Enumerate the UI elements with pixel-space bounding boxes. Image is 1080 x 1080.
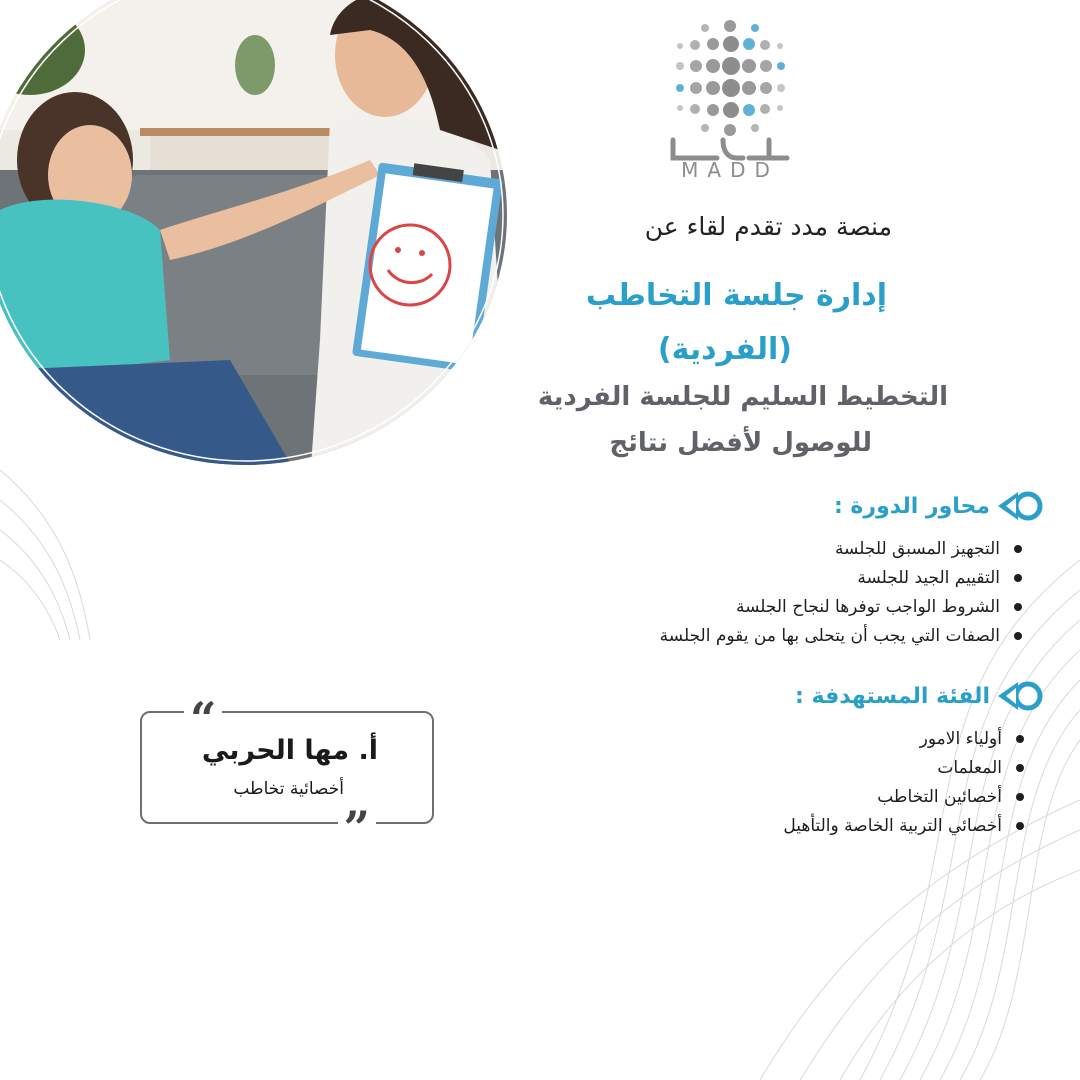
speaker-role: أخصائية تخاطب xyxy=(233,779,344,799)
bullet-icon xyxy=(1016,793,1024,801)
page-title-line2: (الفردية) xyxy=(657,332,792,367)
logo-wordmark: MADD xyxy=(681,158,779,182)
list-item-text: التجهيز المسبق للجلسة xyxy=(834,538,1000,559)
list-item-text: الصفات التي يجب أن يتحلى بها من يقوم الجلسة xyxy=(659,625,1000,646)
speaker-name: أ. مها الحربي xyxy=(201,735,378,766)
speaker-card xyxy=(140,699,434,838)
list-item xyxy=(526,563,1046,592)
bullet-icon xyxy=(1016,822,1024,830)
subtitle-line1: التخطيط السليم للجلسة الفردية xyxy=(537,382,948,412)
list-item xyxy=(526,724,1046,753)
list-item-text: المعلمات xyxy=(937,757,1002,778)
course-topics-title: محاور الدورة : xyxy=(833,493,990,519)
bullet-icon xyxy=(1014,603,1022,611)
target-audience-title: الفئة المستهدفة : xyxy=(795,683,990,709)
play-circle-icon xyxy=(994,672,1046,720)
list-item-text: الشروط الواجب توفرها لنجاح الجلسة xyxy=(736,596,1000,617)
list-item xyxy=(526,592,1046,621)
list-item-text: أخصائي التربية الخاصة والتأهيل xyxy=(783,815,1002,836)
target-audience-header xyxy=(526,672,1046,720)
course-topics-section xyxy=(526,482,1046,650)
course-topics-list xyxy=(526,534,1046,650)
bullet-icon xyxy=(1014,545,1022,553)
subtitle-line2: للوصول لأفضل نتائج xyxy=(609,428,872,458)
open-quote-icon: “ xyxy=(184,699,222,729)
list-item-text: أولياء الامور xyxy=(919,728,1002,749)
list-item xyxy=(526,621,1046,650)
list-item xyxy=(526,782,1046,811)
course-topics-header xyxy=(526,482,1046,530)
list-item xyxy=(526,811,1046,840)
target-audience-section xyxy=(526,672,1046,840)
bullet-icon xyxy=(1014,574,1022,582)
page-title: إدارة جلسة التخاطب xyxy=(585,278,887,313)
list-item xyxy=(526,753,1046,782)
mother-child-photo xyxy=(0,0,510,480)
target-audience-list xyxy=(526,724,1046,840)
close-quote-icon: ” xyxy=(338,808,376,838)
list-item-text: أخصائين التخاطب xyxy=(877,786,1002,807)
bullet-icon xyxy=(1016,735,1024,743)
list-item xyxy=(526,534,1046,563)
play-circle-icon xyxy=(994,482,1046,530)
intro-text: منصة مدد تقدم لقاء عن xyxy=(644,212,892,241)
bullet-icon xyxy=(1014,632,1022,640)
list-item-text: التقييم الجيد للجلسة xyxy=(857,567,1000,588)
bullet-icon xyxy=(1016,764,1024,772)
